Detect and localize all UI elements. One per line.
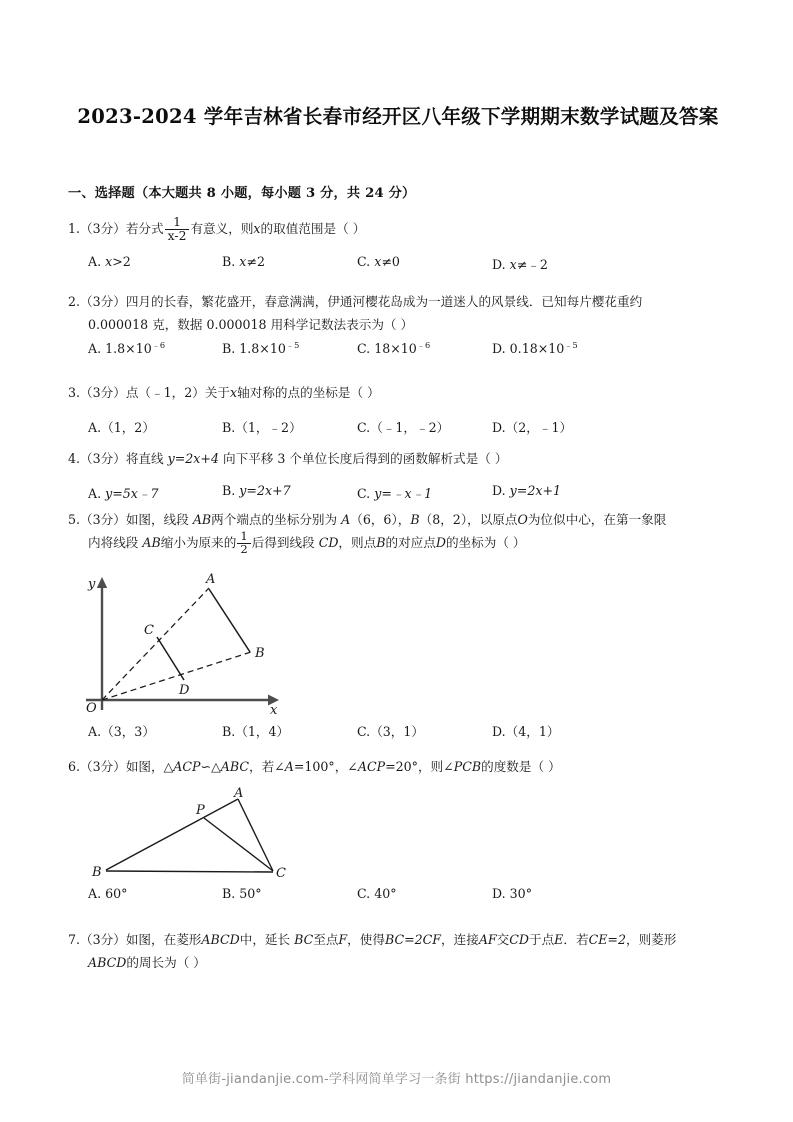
option-label: C.	[357, 486, 371, 501]
option-label: B.	[222, 886, 236, 901]
question-2-text-line-2: 0.000018 克，数据 0.000018 用科学记数法表示为（ ）	[88, 317, 414, 332]
option-3-A[interactable]	[88, 417, 155, 436]
option-label: D.	[492, 724, 506, 739]
option-mantissa: 0.18×10	[509, 341, 565, 356]
q7-equation-ce-2: CE=2	[588, 932, 626, 947]
q5-l1-a: 如图，线段	[125, 512, 189, 527]
option-exponent: ﹣5	[564, 339, 578, 350]
question-3-stem-post: 轴对称的点的坐标是（ ）	[237, 385, 380, 400]
q7-g: 于点	[528, 932, 555, 947]
option-label: C.	[357, 254, 371, 269]
y-axis-arrowhead	[97, 577, 107, 588]
q6-a: 如图，	[125, 759, 164, 774]
option-4-B[interactable]	[222, 483, 291, 498]
option-label: C.	[357, 724, 371, 739]
q5-l2-c: 后得到线段	[251, 535, 315, 550]
question-1-stem	[68, 216, 736, 242]
question-7-number: 7.	[68, 932, 81, 947]
q6-angle-acp: ACP	[357, 759, 386, 774]
option-1-B[interactable]	[222, 254, 265, 269]
q5-l1-e: 为位似中心，在第一象限	[527, 512, 667, 527]
option-label: D.	[492, 886, 506, 901]
option-4-A[interactable]	[88, 483, 159, 502]
option-label: A.	[88, 341, 102, 356]
option-text-post: >2	[112, 254, 131, 269]
option-label: D.	[492, 257, 506, 272]
option-3-B[interactable]	[222, 417, 302, 436]
option-6-D[interactable]	[492, 886, 532, 901]
q5-segment-cd: CD	[318, 535, 339, 550]
option-text: 50°	[239, 886, 262, 901]
question-6-options	[68, 886, 736, 908]
question-6-number: 6.	[68, 759, 81, 774]
question-3-stem-pre: 点（﹣1，2）关于	[125, 385, 231, 400]
q6-b: ，若∠	[248, 759, 285, 774]
q5-l1-d: （8，2），以原点	[419, 512, 518, 527]
label-point-a: A	[206, 572, 216, 587]
option-label: D.	[492, 341, 506, 356]
question-5-options	[68, 721, 736, 743]
label-origin-o: O	[86, 701, 97, 716]
question-1-stem-tail: 的取值范围是（ ）	[260, 221, 366, 237]
option-1-A[interactable]	[88, 254, 131, 269]
option-label: A.	[88, 420, 102, 435]
option-label: C.	[357, 420, 371, 435]
option-text: 30°	[509, 886, 532, 901]
option-text: （1，﹣2）	[235, 420, 302, 435]
q5-l2-e: 的对应点	[385, 535, 436, 550]
option-mantissa: 1.8×10	[239, 341, 286, 356]
section-heading: 一、选择题（本大题共 8 小题，每小题 3 分，共 24 分）	[68, 186, 416, 201]
q5-segment-ab: AB	[192, 512, 212, 527]
question-3-options	[68, 417, 736, 439]
option-5-D[interactable]	[492, 721, 559, 740]
option-text: （4，1）	[505, 724, 560, 739]
q7-i: ，则菱形	[625, 932, 677, 947]
q7-f2: 交	[496, 932, 510, 947]
question-4-options	[68, 483, 736, 505]
q7-segment-af: AF	[478, 932, 497, 947]
segment-ba	[106, 799, 238, 870]
label-point-b: B	[255, 646, 265, 661]
option-text: y=5x﹣7	[105, 486, 159, 501]
question-3-number: 3.	[68, 385, 81, 400]
question-7-line-1	[68, 928, 736, 951]
fraction-denominator: 2	[240, 542, 248, 557]
question-2-number: 2.	[68, 294, 81, 309]
page-title: 2023-2024 学年吉林省长春市经开区八年级下学期期末数学试题及答案	[77, 105, 719, 128]
label-vertex-a: A	[234, 786, 244, 801]
ray-o-to-a	[102, 588, 209, 700]
option-text: （3，1）	[370, 724, 425, 739]
question-6-stem	[68, 755, 736, 778]
question-6	[68, 755, 736, 778]
q6-angle-a: A	[284, 759, 294, 774]
option-label: C.	[357, 341, 371, 356]
segment-ac	[238, 799, 273, 871]
q5-point-b-2: B	[376, 535, 386, 550]
question-3-score: （3分）	[80, 385, 126, 400]
option-exponent: ﹣6	[416, 339, 431, 350]
option-6-C[interactable]	[357, 886, 397, 901]
q7-e: ，连接	[441, 932, 479, 947]
question-5-number: 5.	[68, 512, 81, 527]
option-2-A[interactable]	[88, 341, 165, 356]
option-text: y=﹣x﹣1	[374, 486, 433, 501]
question-2-text-line-1: 四月的长春，繁花盛开，春意满满，伊通河樱花岛成为一道迷人的风景线．已知每片樱花重约	[125, 294, 643, 309]
question-4-expression: y=2x+4	[167, 451, 219, 466]
option-exponent: ﹣5	[285, 339, 300, 350]
q5-l2-b: 缩小为原来的	[160, 535, 237, 550]
q6-c: =100°，∠	[293, 759, 358, 774]
fraction-one-over-x-minus-2	[165, 216, 190, 242]
option-text: （﹣1，﹣2）	[370, 420, 450, 435]
q5-l2-d: ，则点	[338, 535, 377, 550]
q7-rhombus-abcd-2: ABCD	[88, 955, 127, 970]
label-axis-x: x	[270, 703, 278, 718]
question-5-line-1	[68, 508, 736, 531]
option-label: D.	[492, 420, 506, 435]
option-text: y=2x+1	[509, 483, 562, 498]
option-text-pre: x	[374, 254, 382, 269]
question-7-line-2	[68, 951, 736, 974]
question-1-score: （3分）	[80, 221, 126, 237]
segment-pc	[204, 818, 273, 871]
option-2-B[interactable]	[222, 341, 299, 356]
option-text: y=2x+7	[239, 483, 291, 498]
option-4-D[interactable]	[492, 483, 561, 498]
question-6-score: （3分）	[80, 759, 126, 774]
question-7-score: （3分）	[80, 932, 126, 947]
question-5-line-2	[68, 531, 736, 556]
q7-equation-bc-2cf: BC=2CF	[384, 932, 442, 947]
label-vertex-b: B	[92, 865, 102, 880]
question-2-line-2	[68, 313, 736, 336]
option-6-B[interactable]	[222, 886, 262, 901]
option-text-post: ≠﹣2	[516, 257, 548, 272]
segment-cd	[157, 637, 184, 680]
label-axis-y: y	[88, 577, 96, 592]
option-3-C[interactable]	[357, 417, 449, 436]
question-2-options	[68, 341, 736, 363]
label-point-d: D	[179, 683, 190, 698]
question-4-score: （3分）	[80, 451, 126, 466]
label-vertex-c: C	[276, 866, 286, 881]
label-point-c: C	[144, 623, 154, 638]
option-4-C[interactable]	[357, 483, 432, 502]
option-label: B.	[222, 483, 236, 498]
option-5-B[interactable]	[222, 721, 289, 740]
option-label: D.	[492, 483, 506, 498]
q5-l1-c: （6，6），	[350, 512, 411, 527]
question-4-number: 4.	[68, 451, 81, 466]
fraction-one-half	[237, 531, 250, 556]
q5-point-d: D	[435, 535, 446, 550]
q5-l2-f: 的坐标为（ ）	[445, 535, 526, 550]
q7-h: ．若	[563, 932, 589, 947]
question-5-score: （3分）	[80, 512, 126, 527]
q5-point-o: O	[517, 512, 528, 527]
option-1-C[interactable]	[357, 254, 400, 269]
q7-d: ，使得	[347, 932, 385, 947]
option-text-post: ≠2	[246, 254, 265, 269]
question-3-variable: x	[230, 385, 238, 400]
q7-a: 如图，在菱形	[125, 932, 202, 947]
option-text: （1，2）	[101, 420, 155, 435]
option-label: A.	[88, 254, 102, 269]
footer-watermark: 简单街-jiandanjie.com-学科网简单学习一条街 https://jiandanjie.com	[181, 1072, 612, 1087]
question-1-stem-post: 有意义，则	[190, 221, 254, 237]
question-1-number: 1.	[68, 221, 81, 237]
option-label: B.	[222, 341, 236, 356]
option-label: B.	[222, 420, 236, 435]
question-1-options	[68, 254, 736, 276]
question-6-figure	[78, 786, 293, 881]
option-text: 40°	[374, 886, 397, 901]
question-1-stem-pre: 若分式	[125, 221, 164, 237]
option-2-C[interactable]	[357, 341, 430, 356]
option-2-D[interactable]	[492, 341, 578, 356]
option-text-pre: x	[509, 257, 517, 272]
q5-point-b: B	[410, 512, 420, 527]
option-exponent: ﹣6	[151, 339, 166, 350]
question-4-stem	[68, 447, 736, 470]
option-label: C.	[357, 886, 371, 901]
question-3	[68, 381, 736, 404]
q7-rhombus-abcd: ABCD	[201, 932, 240, 947]
q7-segment-bc: BC	[294, 932, 314, 947]
question-4-stem-post: 向下平移 3 个单位长度后得到的函数解析式是（ ）	[223, 451, 508, 466]
question-4	[68, 447, 736, 470]
q6-triangle-abc: △ABC	[211, 759, 249, 774]
q6-angle-pcb: PCB	[453, 759, 482, 774]
q6-triangle-acp: △ACP	[163, 759, 201, 774]
option-mantissa: 18×10	[374, 341, 417, 356]
fraction-numerator: 1	[237, 531, 250, 544]
q6-d: =20°，则∠	[385, 759, 454, 774]
q5-l2-a: 内将线段	[88, 535, 139, 550]
question-1-variable: x	[253, 221, 261, 237]
option-text: 60°	[105, 886, 128, 901]
option-text-post: ≠0	[381, 254, 400, 269]
q7-c: 至点	[313, 932, 339, 947]
question-5-figure	[80, 570, 295, 718]
q7-point-e: E	[554, 932, 564, 947]
option-6-A[interactable]	[88, 886, 127, 901]
option-text-pre: x	[239, 254, 247, 269]
question-3-stem	[68, 381, 736, 404]
question-2-score: （3分）	[80, 294, 126, 309]
option-5-A[interactable]	[88, 721, 155, 740]
option-text: （2，﹣1）	[505, 420, 573, 435]
segment-bc	[106, 871, 273, 872]
label-point-p: P	[196, 803, 205, 818]
fraction-numerator: 1	[165, 216, 190, 230]
q7-b: 中，延长	[239, 932, 291, 947]
q5-point-a: A	[341, 512, 351, 527]
option-3-D[interactable]	[492, 417, 572, 436]
option-label: B.	[222, 254, 236, 269]
q7-point-f: F	[338, 932, 348, 947]
option-mantissa: 1.8×10	[105, 341, 152, 356]
q5-l1-b: 两个端点的坐标分别为	[211, 512, 338, 527]
option-label: A.	[88, 486, 102, 501]
q5-segment-ab-2: AB	[142, 535, 161, 550]
question-2-line-1	[68, 290, 736, 313]
segment-ab	[209, 589, 250, 652]
q7-segment-cd: CD	[509, 932, 529, 947]
option-label: A.	[88, 886, 102, 901]
option-text: （3，3）	[101, 724, 155, 739]
option-text: （1，4）	[235, 724, 290, 739]
fraction-denominator: x-2	[167, 227, 187, 243]
question-2	[68, 290, 736, 336]
option-text-pre: x	[105, 254, 113, 269]
q6-similar-symbol: ∽	[200, 759, 212, 774]
option-5-C[interactable]	[357, 721, 424, 740]
question-5	[68, 508, 736, 556]
q7-l2-a: 的周长为（ ）	[126, 955, 206, 970]
option-label: A.	[88, 724, 102, 739]
question-4-stem-pre: 将直线	[125, 451, 164, 466]
option-label: B.	[222, 724, 236, 739]
option-1-D[interactable]	[492, 254, 548, 273]
q6-e: 的度数是（ ）	[481, 759, 561, 774]
question-1	[68, 216, 736, 242]
question-7	[68, 928, 736, 974]
